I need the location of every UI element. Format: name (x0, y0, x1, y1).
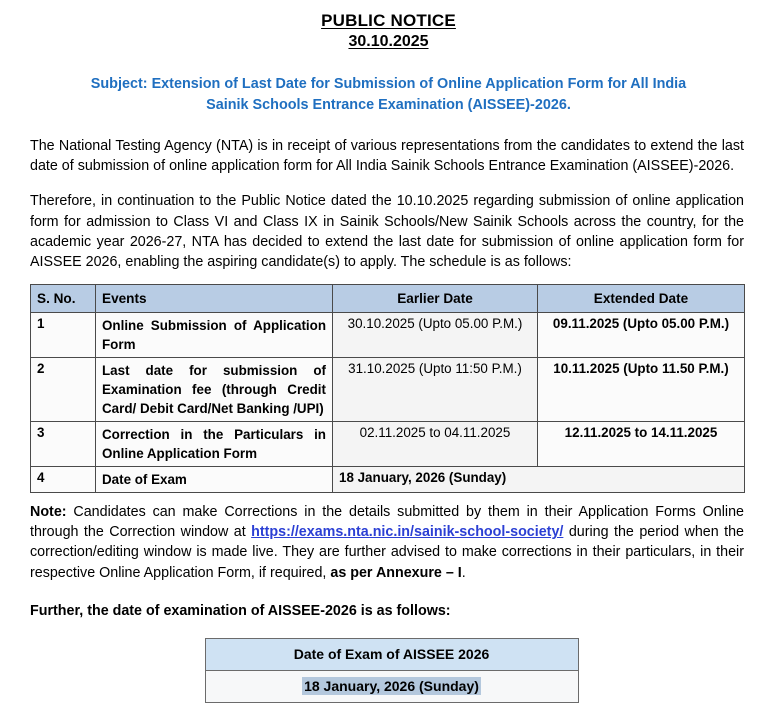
cell-earlier-date: 02.11.2025 to 04.11.2025 (333, 421, 538, 466)
subject-heading (28, 74, 749, 116)
schedule-table-head (31, 284, 745, 312)
page-title: PUBLIC NOTICE (321, 11, 456, 30)
schedule-table (30, 284, 745, 493)
cell-extended-date: 12.11.2025 to 14.11.2025 (538, 421, 745, 466)
notice-date: 30.10.2025 (348, 33, 429, 51)
note-label: Note: (30, 503, 67, 520)
paragraph-schedule-intro: Therefore, in continuation to the Public Notice dated the 10.10.2025 regarding submission of online application form for admission to Class VI and Class IX in Sainik Schools/New Sainik Schools across the country, for the academic year 2026-27, NTA has decided to extend the last date for submission of online application form for AISSEE 2026, enabling the aspiring candidate(s) to apply. The schedule is as follows: (30, 193, 744, 271)
title-block (0, 0, 777, 53)
schedule-table-container (30, 284, 745, 493)
cell-earlier-date: 30.10.2025 (Upto 05.00 P.M.) (333, 312, 538, 357)
table-row (31, 312, 745, 357)
cell-event: Correction in the Particulars in Online Application Form (96, 421, 333, 466)
exam-date-table-container (0, 638, 777, 703)
table-row (205, 671, 578, 703)
exam-date-table (205, 638, 579, 703)
table-row (31, 466, 745, 492)
cell-earlier-date: 31.10.2025 (Upto 11:50 P.M.) (333, 357, 538, 421)
cell-exam-date (205, 671, 578, 703)
table-row (31, 357, 745, 421)
subject-line-2: Sainik Schools Entrance Examination (AISSEE)-2026. (206, 96, 571, 113)
subject-line-1: Subject: Extension of Last Date for Submission of Online Application Form for All India (90, 76, 687, 93)
table-row (31, 421, 745, 466)
table-header-row (205, 639, 578, 671)
paragraph-intro: The National Testing Agency (NTA) is in receipt of various representations from the candidates to extend the last date of submission of online application form for All India Sainik Schools Entrance Examination (AISSEE)-2026. (30, 137, 744, 175)
column-header-earlier-date: Earlier Date (333, 284, 538, 312)
cell-sno: 1 (31, 312, 96, 357)
cell-sno: 3 (31, 421, 96, 466)
schedule-table-body (31, 312, 745, 492)
cell-sno: 4 (31, 466, 96, 492)
column-header-sno: S. No. (31, 284, 96, 312)
column-header-events: Events (96, 284, 333, 312)
cell-sno: 2 (31, 357, 96, 421)
column-header-exam-date: Date of Exam of AISSEE 2026 (205, 639, 578, 671)
note-paragraph (30, 502, 744, 583)
exam-table-body (205, 671, 578, 703)
column-header-extended-date: Extended Date (538, 284, 745, 312)
correction-window-link[interactable]: https://exams.nta.nic.in/sainik-school-society/ (251, 524, 564, 541)
cell-exam-date-merged: 18 January, 2026 (Sunday) (333, 466, 745, 492)
note-annexure-reference: as per Annexure – I (330, 564, 462, 581)
cell-event: Last date for submission of Examination fee (through Credit Card/ Debit Card/Net Banking /UPI) (96, 357, 333, 421)
exam-table-head (205, 639, 578, 671)
table-header-row (31, 284, 745, 312)
further-statement: Further, the date of examination of AISSEE-2026 is as follows: (30, 603, 451, 620)
cell-event: Date of Exam (96, 466, 333, 492)
cell-extended-date: 10.11.2025 (Upto 11.50 P.M.) (538, 357, 745, 421)
cell-event: Online Submission of Application Form (96, 312, 333, 357)
cell-extended-date: 09.11.2025 (Upto 05.00 P.M.) (538, 312, 745, 357)
exam-date-selected-text: 18 January, 2026 (Sunday) (304, 678, 479, 695)
note-text-before-link: Candidates can make Corrections in the details submitted by them in their Application Forms Online through the Correction window at (30, 503, 744, 541)
note-tail-period: . (461, 564, 466, 581)
note-text-after-link: during the period when the correction/editing window is made live. They are further advised to make corrections in their particulars, in their respective Online Application Form, if required, (30, 524, 744, 581)
